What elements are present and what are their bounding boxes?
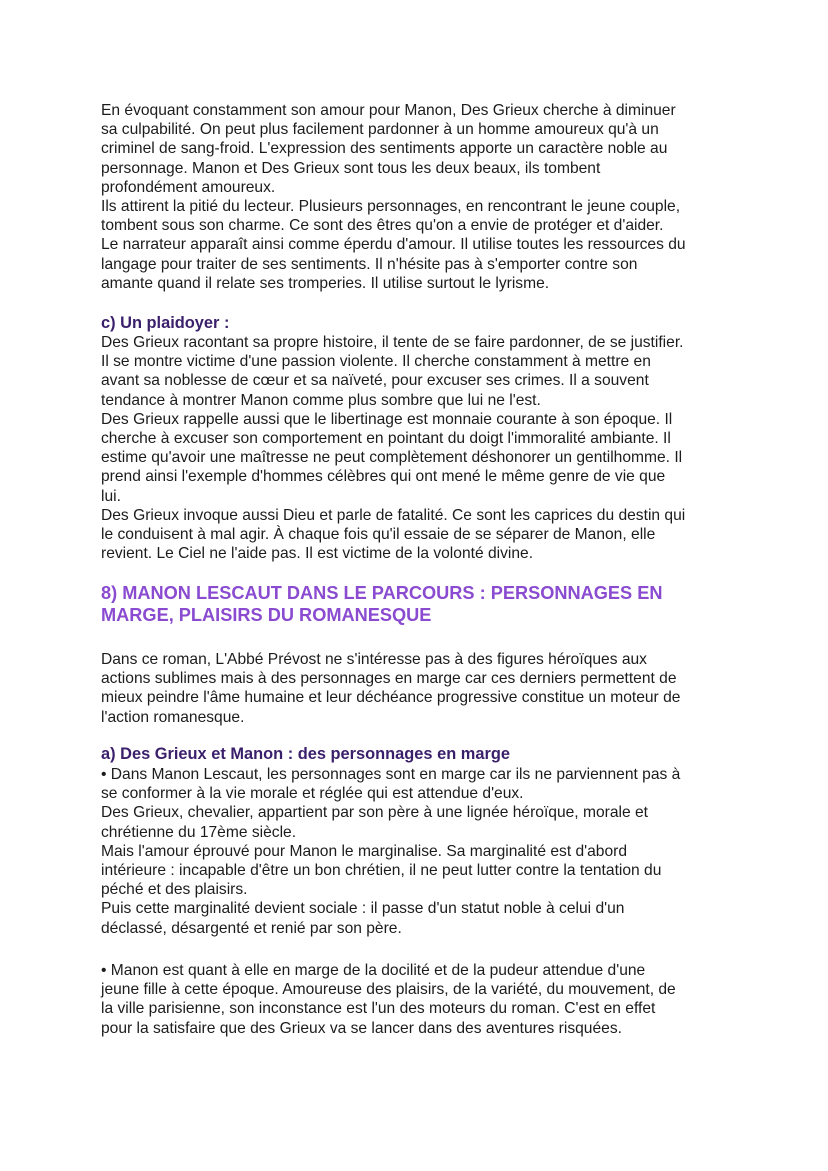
text-line: Il se montre victime d'une passion violente. Il cherche constamment à mettre en (101, 353, 651, 371)
text-line: Le narrateur apparaît ainsi comme éperdu d'amour. Il utilise toutes les ressources du (101, 236, 686, 254)
text-line: • Dans Manon Lescaut, les personnages sont en marge car ils ne parviennent pas à (101, 766, 681, 783)
text-line: Des Grieux invoque aussi Dieu et parle de fatalité. Ce sont les caprices du destin qui (101, 506, 686, 524)
text-line: Des Grieux racontant sa propre histoire, il tente de se faire pardonner, de se justifier. (101, 334, 684, 351)
paragraph-love-and-lyricism (101, 101, 741, 293)
text-line: la ville parisienne, son inconstance est l'un des moteurs du roman. C'est en effet (101, 1000, 656, 1018)
text-line: Puis cette marginalité devient sociale : il passe d'un statut noble à celui d'un (101, 900, 625, 918)
subheading-plaidoyer: c) Un plaidoyer : (101, 314, 230, 332)
text-line: Ils attirent la pitié du lecteur. Plusieurs personnages, en rencontrant le jeune couple, (101, 198, 681, 216)
text-line: prend ainsi l'exemple d'hommes célèbres qui ont mené le même genre de vie que (101, 468, 666, 486)
text-line: mieux peindre l'âme humaine et leur déchéance progressive constitue un moteur de (101, 689, 681, 707)
text-line: actions sublimes mais à des personnages en marge car ces derniers permettent de (101, 670, 677, 688)
text-line: Des Grieux, chevalier, appartient par son père à une lignée héroïque, morale et (101, 804, 648, 822)
text-line: En évoquant constamment son amour pour Manon, Des Grieux cherche à diminuer (101, 102, 676, 119)
paragraph-des-grieux-marge (101, 765, 741, 938)
text-line: tendance à montrer Manon comme plus sombre que lui ne l'est. (101, 391, 541, 409)
text-line: langage pour traiter de ses sentiments. Il n'hésite pas à s'emporter contre son (101, 255, 638, 273)
text-line: sa culpabilité. On peut plus facilement pardonner à un homme amoureux qu'à un (101, 121, 659, 139)
text-line: revient. Le Ciel ne l'aide pas. Il est victime de la volonté divine. (101, 545, 534, 563)
text-line: estime qu'avoir une maîtresse ne peut complètement déshonorer un gentilhomme. Il (101, 449, 683, 467)
text-line: déclassé, désargenté et renié par son père. (101, 919, 402, 937)
heading-line: MARGE, PLAISIRS DU ROMANESQUE (101, 605, 432, 625)
text-line: criminel de sang-froid. L'expression des sentiments apporte un caractère noble au (101, 140, 668, 158)
text-line: profondément amoureux. (101, 178, 276, 196)
text-line: l'action romanesque. (101, 708, 245, 726)
text-line: tombent sous son charme. Ce sont des êtres qu'on a envie de protéger et d'aider. (101, 217, 664, 235)
text-line: Des Grieux rappelle aussi que le libertinage est monnaie courante à son époque. Il (101, 410, 673, 428)
text-line: chrétienne du 17ème siècle. (101, 823, 297, 841)
text-line: personnage. Manon et Des Grieux sont tous les deux beaux, ils tombent (101, 159, 601, 177)
heading-line: 8) MANON LESCAUT DANS LE PARCOURS : PERSONNAGES EN (101, 583, 663, 603)
text-line: jeune fille à cette époque. Amoureuse des plaisirs, de la variété, du mouvement, de (101, 981, 676, 999)
paragraph-manon-marge (101, 961, 741, 1038)
paragraph-intro-parcours (101, 650, 741, 727)
text-line: cherche à excuser son comportement en pointant du doigt l'immoralité ambiante. Il (101, 430, 671, 448)
text-line: pour la satisfaire que des Grieux va se lancer dans des aventures risquées. (101, 1019, 622, 1037)
text-line: intérieure : incapable d'être un bon chrétien, il ne peut lutter contre la tentation du (101, 862, 662, 880)
text-line: Mais l'amour éprouvé pour Manon le marginalise. Sa marginalité est d'abord (101, 842, 628, 860)
text-line: avant sa noblesse de cœur et sa naïveté, pour excuser ses crimes. Il a souvent (101, 372, 649, 390)
paragraph-plaidoyer (101, 333, 741, 563)
text-line: le conduisent à mal agir. À chaque fois qu'il essaie de se séparer de Manon, elle (101, 526, 656, 544)
text-line: péché et des plaisirs. (101, 881, 248, 899)
subheading-personnages-en-marge: a) Des Grieux et Manon : des personnages en marge (101, 745, 510, 763)
text-line: • Manon est quant à elle en marge de la docilité et de la pudeur attendue d'une (101, 962, 646, 979)
text-line: lui. (101, 487, 121, 505)
text-line: Dans ce roman, L'Abbé Prévost ne s'intéresse pas à des figures héroïques aux (101, 651, 647, 668)
section-heading-8 (101, 582, 741, 626)
text-line: amante quand il relate ses tromperies. Il utilise surtout le lyrisme. (101, 274, 550, 292)
text-line: se conformer à la vie morale et réglée qui est attendue d'eux. (101, 785, 524, 803)
